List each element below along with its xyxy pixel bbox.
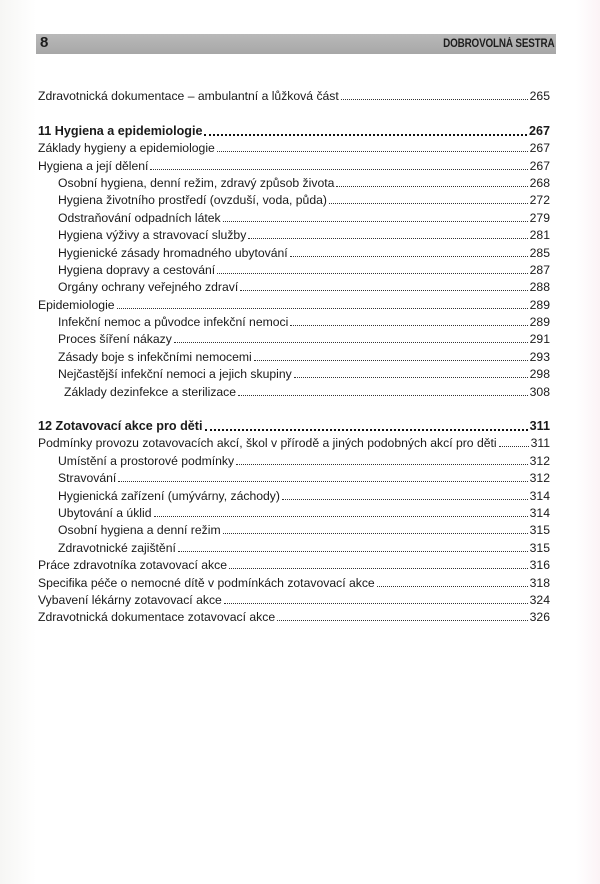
toc-entry-page: 318: [529, 575, 550, 590]
toc-entry-page: 289: [529, 315, 550, 330]
toc-entry-page: 272: [529, 193, 550, 208]
toc-entry-page: 314: [529, 488, 550, 503]
toc-entry-page: 287: [529, 262, 550, 277]
toc-entry-title: Zdravotnické zajištění: [58, 540, 176, 555]
toc-entry: [38, 139, 550, 156]
toc-entry: [38, 434, 550, 451]
toc-entry-title: Odstraňování odpadních látek: [58, 210, 221, 225]
toc-entry: [38, 608, 550, 625]
toc-entry-title: Vybavení lékárny zotavovací akce: [38, 592, 222, 607]
toc-entry: [38, 556, 550, 573]
dot-leader: [238, 395, 528, 396]
dot-leader: [205, 429, 528, 431]
toc-entry-page: 326: [529, 610, 550, 625]
toc-entry-title: Ubytování a úklid: [58, 505, 152, 520]
dot-leader: [499, 446, 529, 447]
toc-entry: [38, 330, 550, 347]
dot-leader: [377, 586, 528, 587]
toc-entry: [38, 504, 550, 521]
toc-entry-page: 315: [529, 523, 550, 538]
dot-leader: [236, 464, 528, 465]
toc-entry: [38, 573, 550, 590]
toc-entry-title: Epidemiologie: [38, 297, 115, 312]
dot-leader: [341, 99, 528, 100]
toc-entry-page: 281: [529, 228, 550, 243]
toc-entry-page: 298: [529, 367, 550, 382]
toc-entry: [38, 538, 550, 555]
toc-entry: [38, 208, 550, 225]
toc-entry-title: Umístění a prostorové podmínky: [58, 453, 235, 468]
toc-entry-title: 11 Hygiena a epidemiologie: [38, 123, 203, 138]
dot-leader: [223, 533, 528, 534]
dot-leader: [223, 221, 528, 222]
page-number: 8: [40, 34, 49, 51]
toc-entry-page: 265: [529, 89, 550, 104]
dot-leader: [229, 568, 528, 569]
dot-leader: [329, 203, 528, 204]
toc-entry: [38, 174, 550, 191]
dot-leader: [217, 151, 528, 152]
toc-entry: [38, 87, 550, 104]
toc-entry-page: 324: [529, 592, 550, 607]
toc-entry-page: 268: [529, 175, 550, 190]
chapter-heading: [38, 121, 550, 138]
toc-entry: [38, 295, 550, 312]
toc-entry-title: Hygiena dopravy a cestování: [58, 262, 216, 277]
dot-leader: [254, 360, 528, 361]
toc-entry-title: Hygienické zásady hromadného ubytování: [58, 245, 288, 260]
running-head: DOBROVOLNÁ SESTRA: [442, 38, 554, 50]
toc-entry-title: Osobní hygiena a denní režim: [58, 523, 221, 538]
toc-entry-title: Zásady boje s infekčními nemocemi: [58, 349, 252, 364]
dot-leader: [294, 377, 528, 378]
toc-entry: [38, 469, 550, 486]
dot-leader: [117, 308, 528, 309]
toc-entry-title: Základy hygieny a epidemiologie: [38, 141, 215, 156]
toc-entry-page: 267: [529, 158, 550, 173]
toc-entry-title: 12 Zotavovací akce pro děti: [38, 419, 203, 434]
chapter-heading: [38, 417, 550, 434]
dot-leader: [290, 256, 528, 257]
spacer: [38, 104, 550, 121]
toc-entry-title: Hygiena výživy a stravovací služby: [58, 228, 247, 243]
toc-entry: [38, 365, 550, 382]
toc-entry: [38, 156, 550, 173]
toc-entry-page: 308: [529, 384, 550, 399]
toc-entry-page: 267: [529, 141, 550, 156]
toc-entry-page: 289: [529, 297, 550, 312]
toc-entry-title: Infekční nemoc a původce infekční nemoci: [58, 315, 289, 330]
toc-entry-page: 312: [529, 471, 550, 486]
toc-entry: [38, 486, 550, 503]
toc-entry: [38, 226, 550, 243]
toc-entry-page: 288: [529, 280, 550, 295]
toc-entry-title: Specifika péče o nemocné dítě v podmínkách zotavovací akce: [38, 575, 375, 590]
toc-entry-title: Proces šíření nákazy: [58, 332, 172, 347]
dot-leader: [174, 342, 528, 343]
toc-entry-page: 267: [528, 123, 550, 138]
toc-entry-page: 312: [529, 453, 550, 468]
spacer: [38, 400, 550, 417]
toc-entry-page: 293: [529, 349, 550, 364]
toc-entry-title: Zdravotnická dokumentace – ambulantní a lůžková část: [38, 89, 339, 104]
toc-entry: [38, 451, 550, 468]
toc-entry-title: Nejčastější infekční nemoci a jejich skupiny: [58, 367, 292, 382]
toc-entry-page: 315: [529, 540, 550, 555]
toc-entry-title: Stravování: [58, 471, 117, 486]
dot-leader: [217, 273, 527, 274]
toc-entry: [38, 591, 550, 608]
toc-entry-page: 314: [529, 505, 550, 520]
dot-leader: [150, 169, 527, 170]
toc-entry: [38, 278, 550, 295]
toc-entry-title: Základy dezinfekce a sterilizace: [64, 384, 237, 399]
dot-leader: [240, 290, 527, 291]
dot-leader: [290, 325, 527, 326]
toc-entry-page: 279: [529, 210, 550, 225]
toc-entry-title: Orgány ochrany veřejného zdraví: [58, 280, 239, 295]
toc-entry-title: Hygiena životního prostředí (ovzduší, voda, půda): [58, 193, 327, 208]
dot-leader: [118, 481, 527, 482]
toc-entry: [38, 191, 550, 208]
toc-entry-title: Hygienická zařízení (umývárny, záchody): [58, 488, 280, 503]
dot-leader: [204, 134, 527, 136]
dot-leader: [277, 620, 528, 621]
toc-entry-title: Zdravotnická dokumentace zotavovací akce: [38, 610, 276, 625]
toc-entry: [38, 521, 550, 538]
toc-entry-page: 311: [530, 436, 550, 451]
toc-entry: [38, 382, 550, 399]
toc-entry-page: 311: [529, 419, 550, 434]
toc-entry-page: 285: [529, 245, 550, 260]
dot-leader: [178, 551, 528, 552]
dot-leader: [154, 516, 528, 517]
toc-entry-title: Práce zdravotníka zotavovací akce: [38, 558, 228, 573]
toc-entry: [38, 261, 550, 278]
toc-entry: [38, 347, 550, 364]
toc-entry-title: Podmínky provozu zotavovacích akcí, škol v přírodě a jiných podobných akcí pro děti: [38, 436, 497, 451]
dot-leader: [224, 603, 528, 604]
toc-entry-title: Osobní hygiena, denní režim, zdravý způsob života: [58, 175, 335, 190]
toc-entry-page: 316: [529, 558, 550, 573]
toc-entry-title: Hygiena a její dělení: [38, 158, 149, 173]
toc-entry-page: 291: [529, 332, 550, 347]
toc-entry: [38, 243, 550, 260]
toc-entry: [38, 313, 550, 330]
dot-leader: [248, 238, 527, 239]
dot-leader: [282, 499, 528, 500]
table-of-contents: [38, 87, 550, 625]
dot-leader: [336, 186, 527, 187]
